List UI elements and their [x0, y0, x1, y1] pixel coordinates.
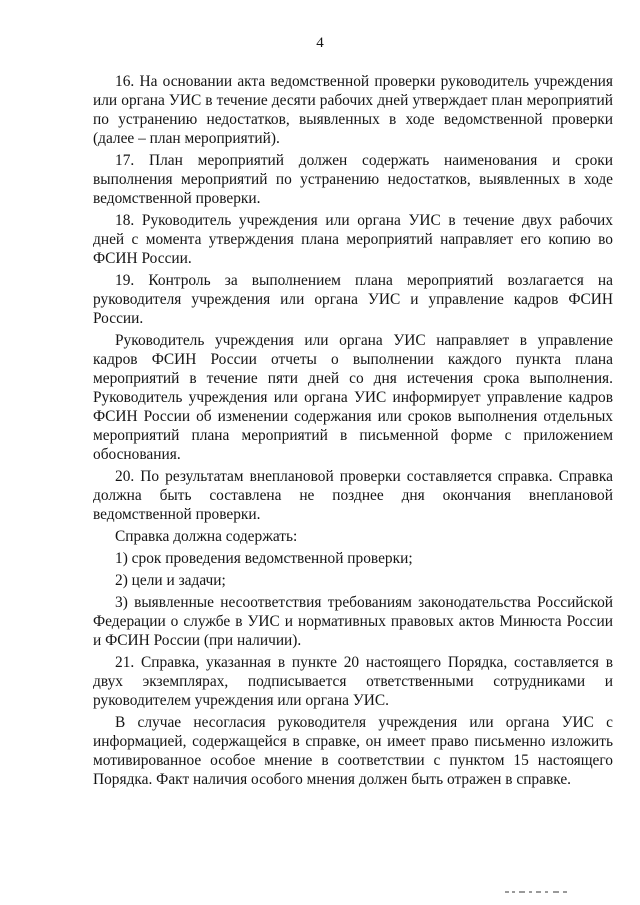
scan-artifact-marks	[505, 890, 575, 894]
paragraph-21: 21. Справка, указанная в пункте 20 настоящего Порядка, составляется в двух экземплярах, подписывается ответственными сотрудниками и руководителем учреждения или органа УИС.	[93, 654, 613, 709]
paragraph-18: 18. Руководитель учреждения или органа УИС в течение двух рабочих дней с момента утверждения плана мероприятий направляет его копию во ФСИН России.	[93, 212, 613, 267]
paragraph-21-continuation: В случае несогласия руководителя учреждения или органа УИС с информацией, содержащейся в справке, он имеет право письменно изложить мотивированное особое мнение в соответствии с пунктом 15 настоящего Порядка. Факт наличия особого мнения должен быть отражен в справке.	[93, 714, 613, 788]
report-contents-item-2: 2) цели и задачи;	[115, 572, 226, 589]
report-contents-item-3: 3) выявленные несоответствия требованиям законодательства Российской Федерации о службе в УИС и нормативных правовых актов Минюста России и ФСИН России (при наличии).	[93, 594, 613, 649]
paragraph-20: 20. По результатам внеплановой проверки составляется справка. Справка должна быть составлена не позднее дня окончания внеплановой ведомственной проверки.	[93, 468, 613, 523]
paragraph-16: 16. На основании акта ведомственной проверки руководитель учреждения или органа УИС в течение десяти рабочих дней утверждает план мероприятий по устранению недостатков, выявленных в ходе ведомственной проверки (далее – план мероприятий).	[93, 73, 613, 147]
paragraph-17: 17. План мероприятий должен содержать наименования и сроки выполнения мероприятий по устранению недостатков, выявленных в ходе ведомственной проверки.	[93, 152, 613, 207]
paragraph-19: 19. Контроль за выполнением плана мероприятий возлагается на руководителя учреждения или органа УИС и управление кадров ФСИН России.	[93, 272, 613, 327]
report-contents-intro: Справка должна содержать:	[115, 528, 298, 545]
paragraph-19-continuation: Руководитель учреждения или органа УИС направляет в управление кадров ФСИН России отчеты о выполнении каждого пункта плана мероприятий в течение пяти дней со дня истечения срока выполнения. Руководитель учреждения или органа УИС информирует управление кадров ФСИН России об изменении содержания или сроков выполнения отдельных мероприятий плана мероприятий в письменной форме с приложением обоснования.	[93, 332, 613, 463]
report-contents-item-1: 1) срок проведения ведомственной проверки;	[115, 550, 413, 567]
scan-artifact	[505, 884, 575, 903]
document-body	[93, 72, 613, 792]
page-number: 4	[316, 35, 324, 51]
